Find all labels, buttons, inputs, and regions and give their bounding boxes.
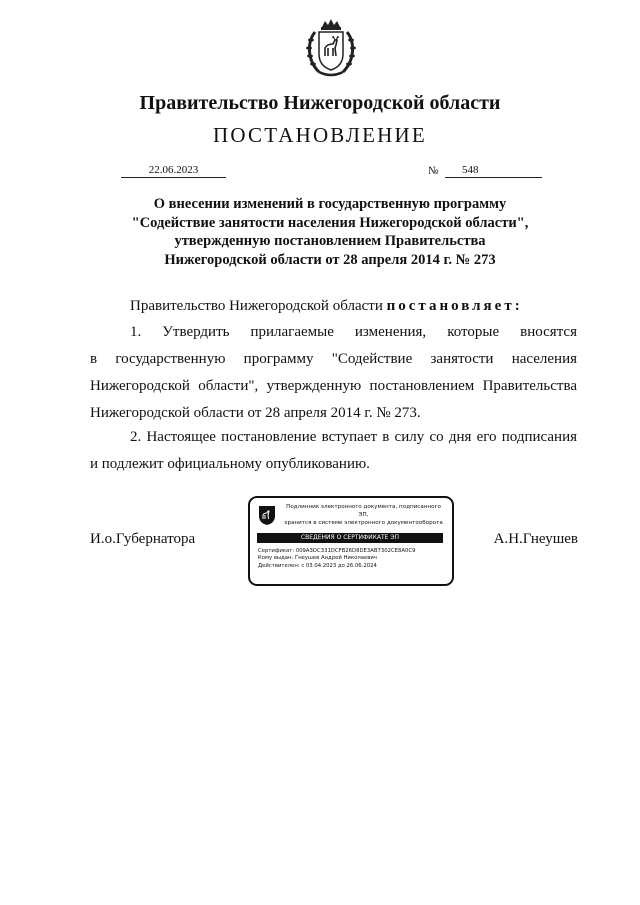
stamp-note [281, 503, 446, 527]
document-number: 548 [462, 164, 479, 176]
stamp-issued-to: Кому выдан: Гнеушев Андрей Николаевич [258, 555, 377, 562]
crest-icon [303, 18, 359, 78]
document-type: ПОСТАНОВЛЕНИЕ [213, 123, 427, 147]
paragraph-line: и подлежит официальному опубликованию. [90, 456, 370, 472]
preamble-emphasis: постановляет: [386, 298, 523, 314]
government-title: Правительство Нижегородской области [139, 92, 501, 114]
document-subject [120, 195, 540, 269]
subject-line: Нижегородской области от 28 апреля 2014 г. № 273 [164, 251, 496, 268]
subject-line: "Содействие занятости населения Нижегородской области", [131, 214, 529, 231]
stamp-note-line: хранится в системе электронного документооборота [284, 520, 443, 526]
preamble-text: Правительство Нижегородской области [130, 298, 383, 314]
stamp-bar: СВЕДЕНИЯ О СЕРТИФИКАТЕ ЭП [257, 533, 443, 543]
subject-line: утвержденную постановлением Правительства [174, 233, 486, 249]
stamp-certificate: Сертификат: 009A3DC331DCFB26D8DE3AB7302CE8A0C9 [258, 548, 416, 554]
paragraph-line: Нижегородской области от 28 апреля 2014 г. № 273. [90, 405, 421, 421]
paragraph-1 [90, 319, 577, 427]
document-date: 22.06.2023 [121, 163, 226, 178]
paragraph-line: 1. Утвердить прилагаемые изменения, которые вносятся [130, 324, 577, 340]
signatory-name: А.Н.Гнеушев [493, 531, 578, 547]
preamble [130, 298, 523, 315]
paragraph-line: 2. Настоящее постановление вступает в силу со дня его подписания [130, 429, 577, 445]
paragraph-line: в государственную программу "Содействие занятости населения [90, 351, 577, 367]
stamp-validity: Действителен: с 03.04.2023 до 26.06.2024 [258, 562, 377, 569]
subject-line: О внесении изменений в государственную программу [153, 196, 507, 212]
paragraph-2 [90, 424, 577, 478]
document-number-field [445, 163, 542, 178]
stamp-details [258, 548, 446, 570]
paragraph-line: Нижегородской области", утвержденную постановлением Правительства [90, 378, 577, 394]
stamp-note-line: Подлинник электронного документа, подписанного ЭП, [286, 504, 441, 518]
electronic-signature-stamp [248, 496, 454, 586]
number-sign: № [428, 165, 439, 177]
stamp-crest-icon [257, 504, 277, 526]
signatory-position: И.о.Губернатора [90, 531, 196, 547]
